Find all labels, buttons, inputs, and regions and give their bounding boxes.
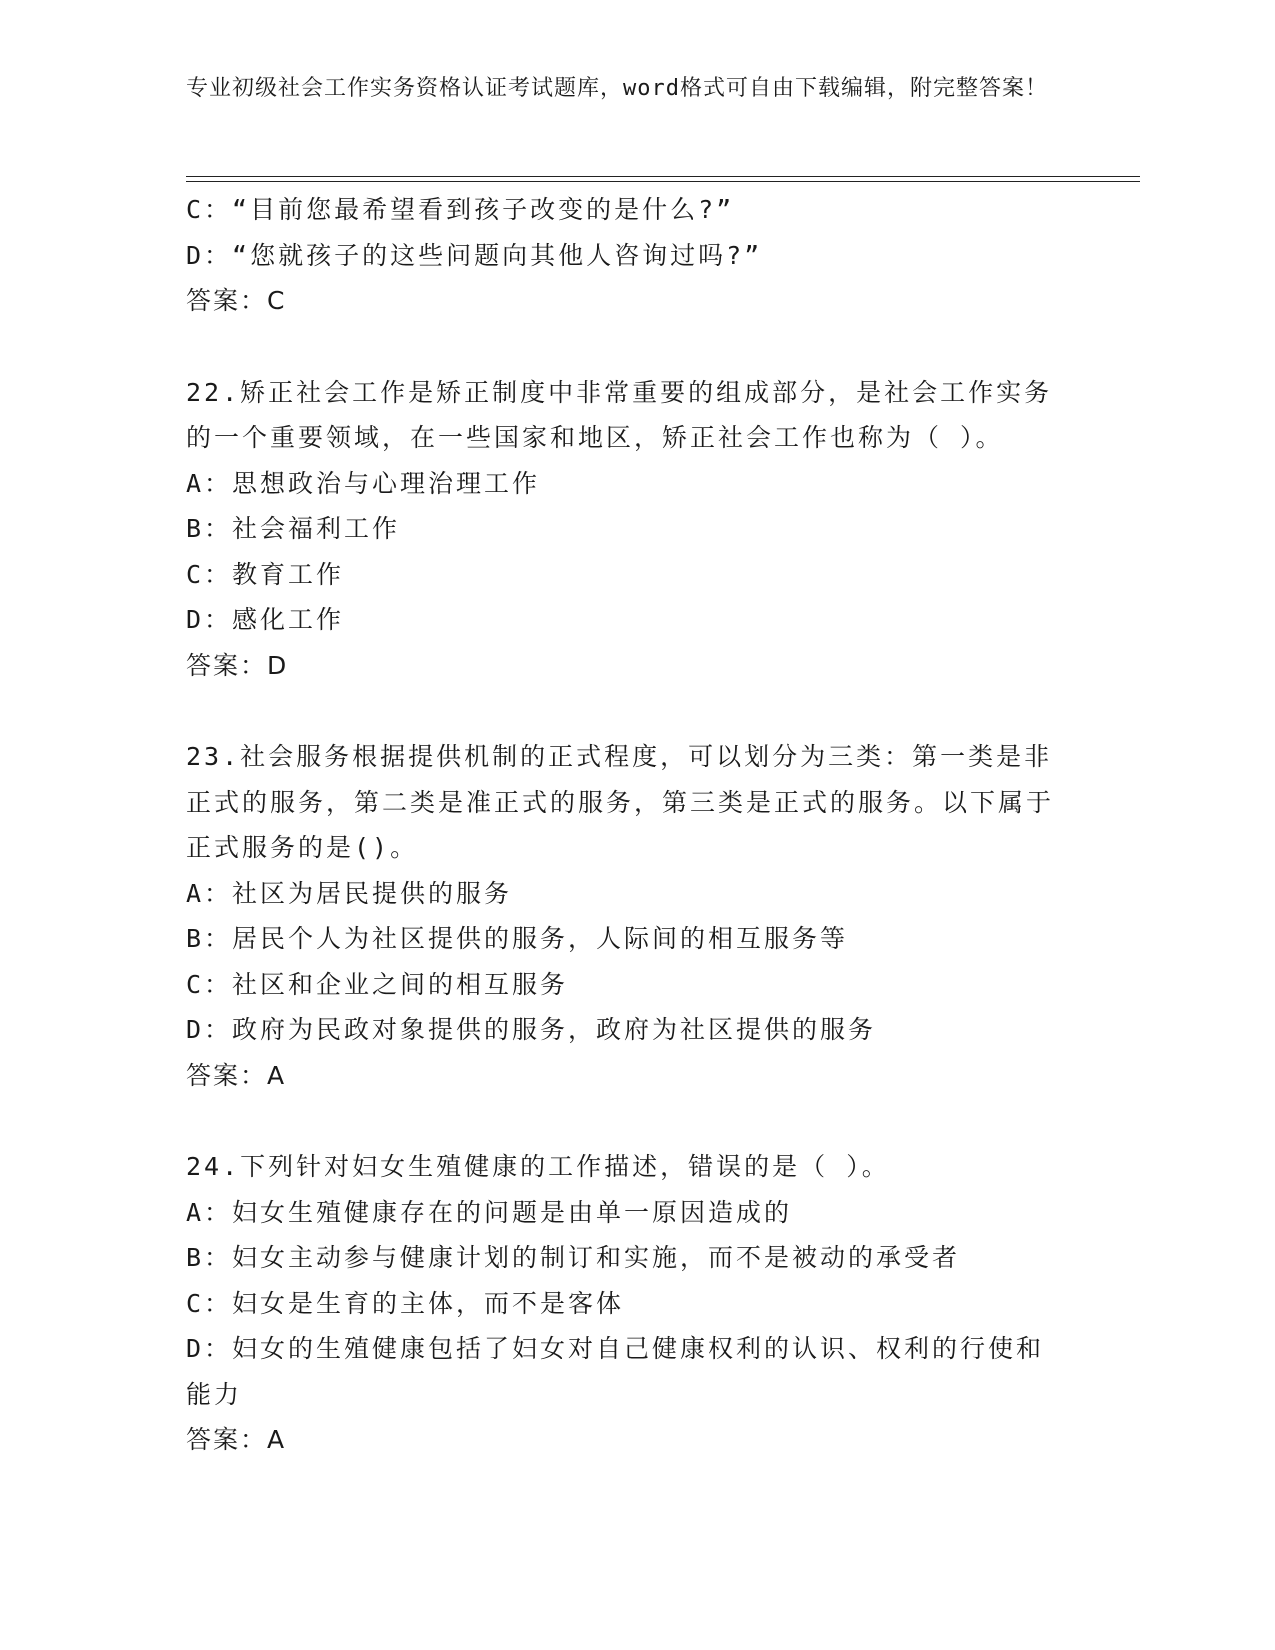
option-a: A：社区为居民提供的服务 xyxy=(186,878,513,908)
option-c: C：“目前您最希望看到孩子改变的是什么?” xyxy=(186,195,735,224)
option-b: B：居民个人为社区提供的服务，人际间的相互服务等 xyxy=(186,924,849,953)
page-header: 专业初级社会工作实务资格认证考试题库，word格式可自由下载编辑，附完整答案！ xyxy=(186,76,1048,101)
question-stem: 22.矫正社会工作是矫正制度中非常重要的组成部分，是社会工作实务的一个重要领域，在一些国家和地区，矫正社会工作也称为（ ）。 xyxy=(186,377,1053,452)
option-c: C：教育工作 xyxy=(186,559,345,589)
question-23 xyxy=(186,734,1066,1098)
spacer xyxy=(186,688,1066,734)
option-d: D：妇女的生殖健康包括了妇女对自己健康权利的认识、权利的行使和能力 xyxy=(186,1334,1045,1409)
option-a: A：思想政治与心理治理工作 xyxy=(186,468,541,498)
question-stem: 24.下列针对妇女生殖健康的工作描述，错误的是（ ）。 xyxy=(186,1152,890,1181)
option-a: A：妇女生殖健康存在的问题是由单一原因造成的 xyxy=(186,1197,793,1227)
option-d: D：感化工作 xyxy=(186,605,345,634)
option-c: C：妇女是生育的主体，而不是客体 xyxy=(186,1288,625,1318)
option-d: D：政府为民政对象提供的服务，政府为社区提供的服务 xyxy=(186,1015,877,1044)
question-22 xyxy=(186,370,1066,689)
option-d: D：“您就孩子的这些问题向其他人咨询过吗?” xyxy=(186,240,763,270)
header-divider-top xyxy=(186,176,1140,177)
option-b: B：社会福利工作 xyxy=(186,514,401,543)
answer-text: 答案：A xyxy=(186,1425,287,1454)
question-stem: 23.社会服务根据提供机制的正式程度，可以划分为三类：第一类是非正式的服务，第二类是准正式的服务，第三类是正式的服务。以下属于正式服务的是()。 xyxy=(186,742,1055,862)
partial-question xyxy=(186,187,1066,324)
spacer xyxy=(186,324,1066,370)
spacer xyxy=(186,1098,1066,1144)
option-c: C：社区和企业之间的相互服务 xyxy=(186,969,569,999)
answer-text: 答案：D xyxy=(186,650,289,680)
answer-text: 答案：C xyxy=(186,286,287,315)
answer-text: 答案：A xyxy=(186,1060,287,1090)
question-content xyxy=(186,187,1066,1463)
header-divider-bottom xyxy=(186,181,1140,182)
question-24 xyxy=(186,1144,1066,1463)
option-b: B：妇女主动参与健康计划的制订和实施，而不是被动的承受者 xyxy=(186,1243,961,1272)
